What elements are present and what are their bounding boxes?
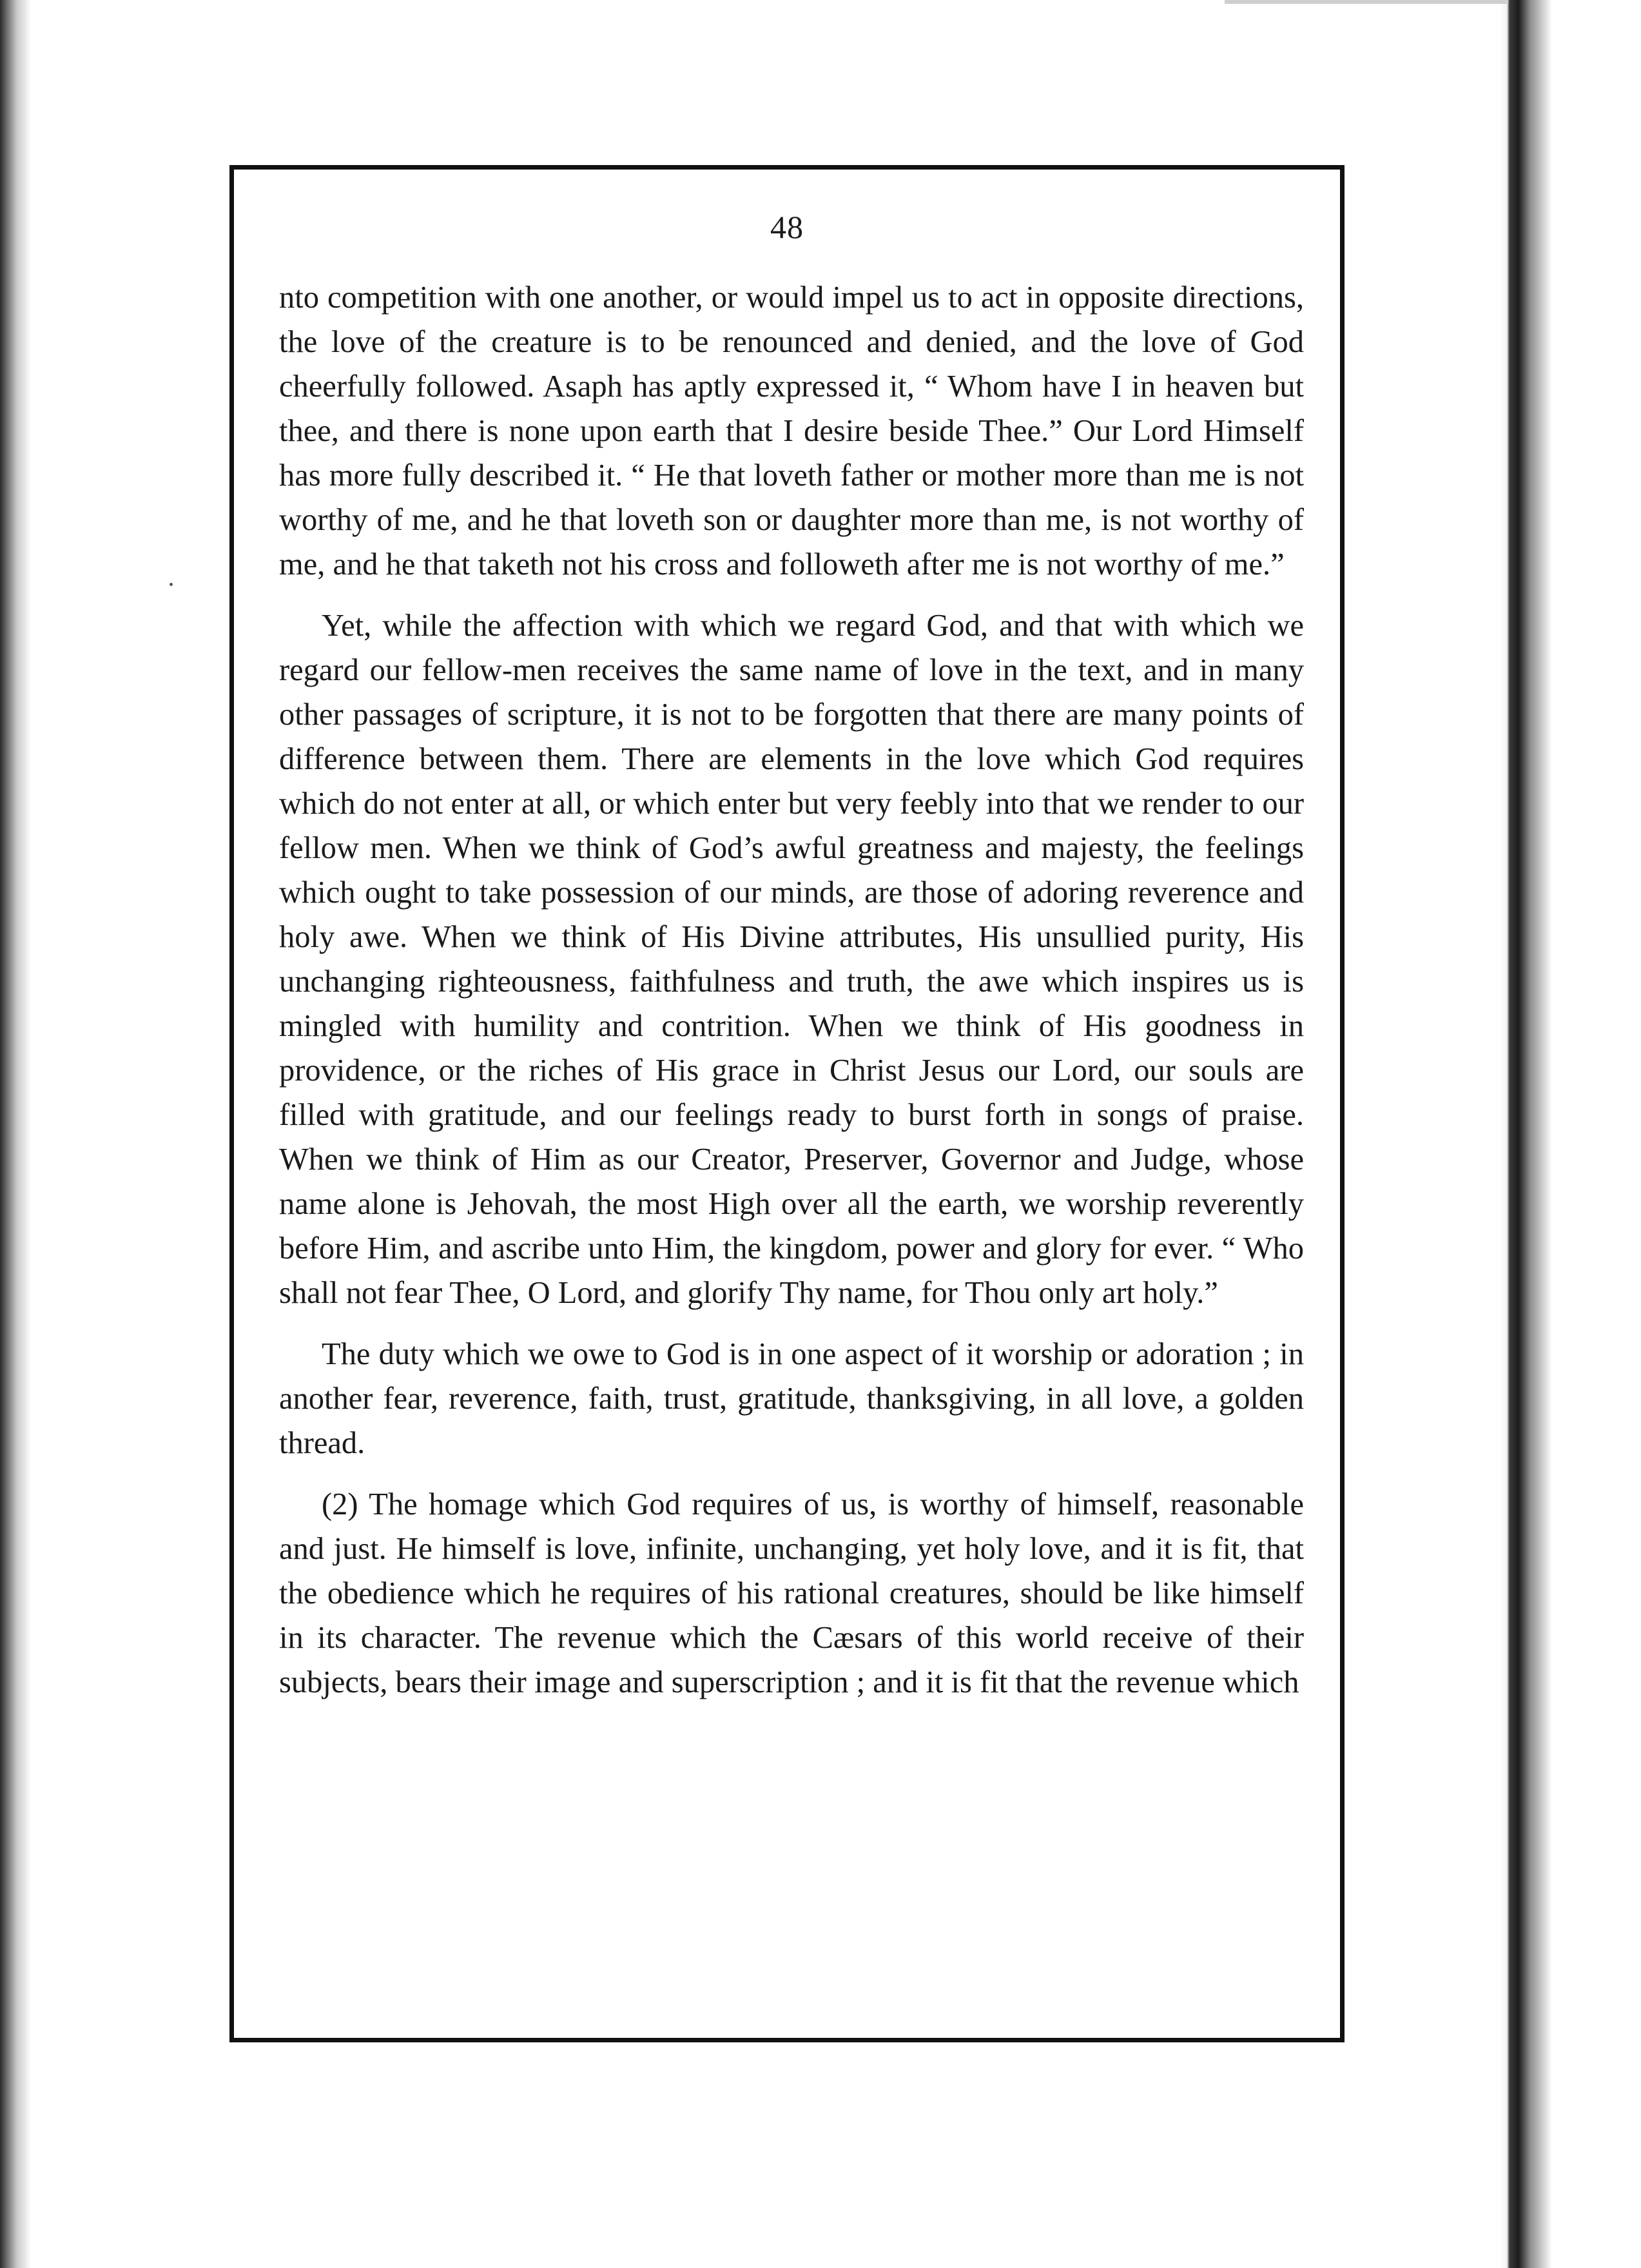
scan-top-edge — [1225, 0, 1508, 4]
page-border-frame — [229, 165, 1345, 2042]
scan-speck — [170, 583, 173, 586]
paragraph-1: nto competition with one another, or would impel us to act in opposite directions, the love of the creature is to be renounced and denied, and the love of God cheerfully followed. Asaph has aptly expressed it, “ Whom have I in heaven but thee, and there is none upon earth that I desire beside Thee.” Our Lord Himself has more fully described it. “ He that loveth father or mother more than me is not worthy of me, and he that loveth son or daughter more than me, is not worthy of me, and he that taketh not his cross and followeth after me is not worthy of me.” — [279, 280, 1304, 582]
paragraph-2: Yet, while the affection with which we regard God, and that with which we regard our fellow-men receives the same name of love in the text, and in many other passages of scripture, it is not to be forgotten that there are many points of difference between them. There are elements in the love which God requires which do not enter at all, or which enter but very feebly into that we render to our fellow men. When we think of God’s awful greatness and majesty, the feelings which ought to take possession of our minds, are those of adoring reverence and holy awe. When we think of His Divine attributes, His unsullied purity, His unchanging righteousness, faithfulness and truth, the awe which inspires us is mingled with humility and contrition. When we think of His goodness in providence, or the riches of His grace in Christ Jesus our Lord, our souls are filled with gratitude, and our feelings ready to burst forth in songs of praise. When we think of Him as our Creator, Preserver, Governor and Judge, whose name alone is Jehovah, the most High over all the earth, we worship reverently before Him, and ascribe unto Him, the kingdom, power and glory for ever. “ Who shall not fear Thee, O Lord, and glorify Thy name, for Thou only art holy.” — [279, 609, 1304, 1310]
scan-left-edge-shadow — [0, 0, 31, 2268]
paragraph-3: The duty which we owe to God is in one aspect of it worship or adoration ; in another fear, reverence, faith, trust, gratitude, thanksgiving, in all love, a golden thread. — [279, 1337, 1304, 1460]
scan-right-edge-shadow — [1500, 0, 1641, 2268]
body-text — [279, 275, 1304, 1705]
paragraph-4: (2) The homage which God requires of us, is worthy of himself, reasonable and just. He himself is love, infinite, unchanging, yet holy love, and it is fit, that the obedience which he requires of his rational creatures, should be like himself in its character. The revenue which the Cæsars of this world receive of their subjects, bears their image and superscription ; and it is fit that the revenue which — [279, 1487, 1304, 1699]
page-number: 48 — [770, 209, 804, 245]
